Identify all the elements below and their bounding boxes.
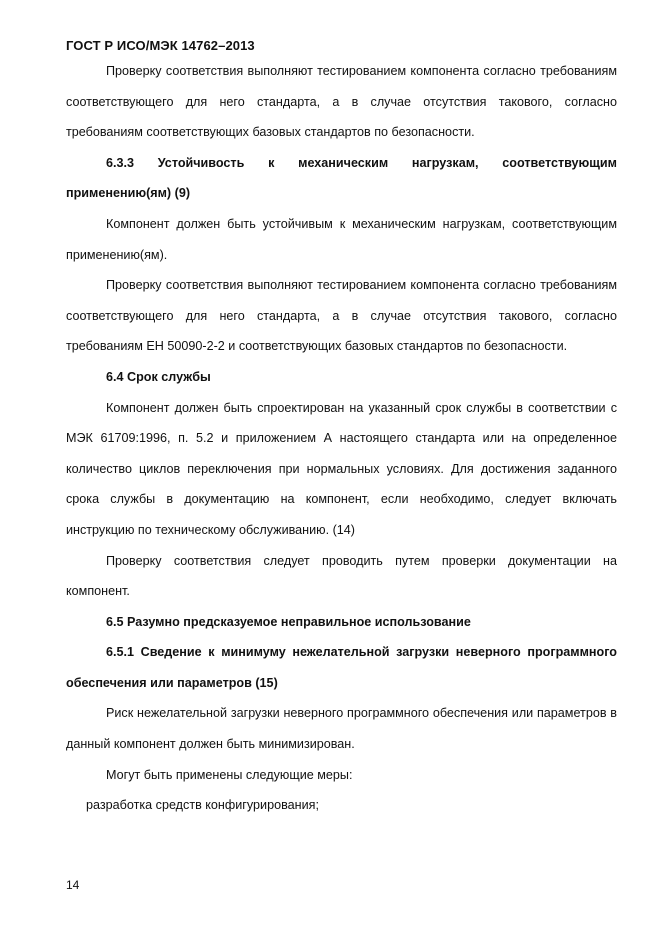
paragraph-component-stability: Компонент должен быть устойчивым к механическим нагрузкам, соответствующим применению(ям). — [66, 216, 617, 262]
list-item-configuration-tools: разработка средств конфигурирования; — [86, 798, 319, 813]
paragraph-verification-3: Проверку соответствия следует проводить путем проверки документации на компонент. — [66, 553, 617, 599]
section-heading-6-5: 6.5 Разумно предсказуемое неправильное использование — [106, 614, 471, 629]
page-number: 14 — [66, 878, 80, 892]
paragraph-verification-2: Проверку соответствия выполняют тестированием компонента согласно требованиям соответствующего для него стандарта, а в случае отсутствия такового, согласно требованиям ЕН 50090-2-2 и соответствующих базовых стандартов по безопасности. — [66, 278, 617, 354]
section-heading-6-5-1: 6.5.1 Сведение к минимуму нежелательной загрузки неверного программного обеспечения или параметров (15) — [66, 645, 617, 690]
paragraph-verification-1: Проверку соответствия выполняют тестированием компонента согласно требованиям соответствующего для него стандарта, а в случае отсутствия такового, согласно требованиям соответствующих базовых стандартов по безопасности. — [66, 64, 617, 140]
section-heading-6-4: 6.4 Срок службы — [106, 369, 211, 384]
document-header: ГОСТ Р ИСО/МЭК 14762–2013 — [66, 38, 255, 53]
paragraph-measures-intro: Могут быть применены следующие меры: — [106, 767, 353, 782]
page-body — [66, 56, 617, 821]
paragraph-risk: Риск нежелательной загрузки неверного программного обеспечения или параметров в данный компонент должен быть минимизирован. — [66, 706, 617, 752]
section-heading-6-3-3: 6.3.3 Устойчивость к механическим нагрузкам, соответствующим применению(ям) (9) — [66, 155, 617, 201]
paragraph-service-life: Компонент должен быть спроектирован на указанный срок службы в соответствии с МЭК 61709:1996, п. 5.2 и приложением А настоящего стандарта или на определенное количество циклов переключения при нормальных условиях. Для достижения заданного срока службы в документацию на компонент, если необходимо, следует включать инструкцию по техническому обслуживанию. (14) — [66, 400, 617, 537]
